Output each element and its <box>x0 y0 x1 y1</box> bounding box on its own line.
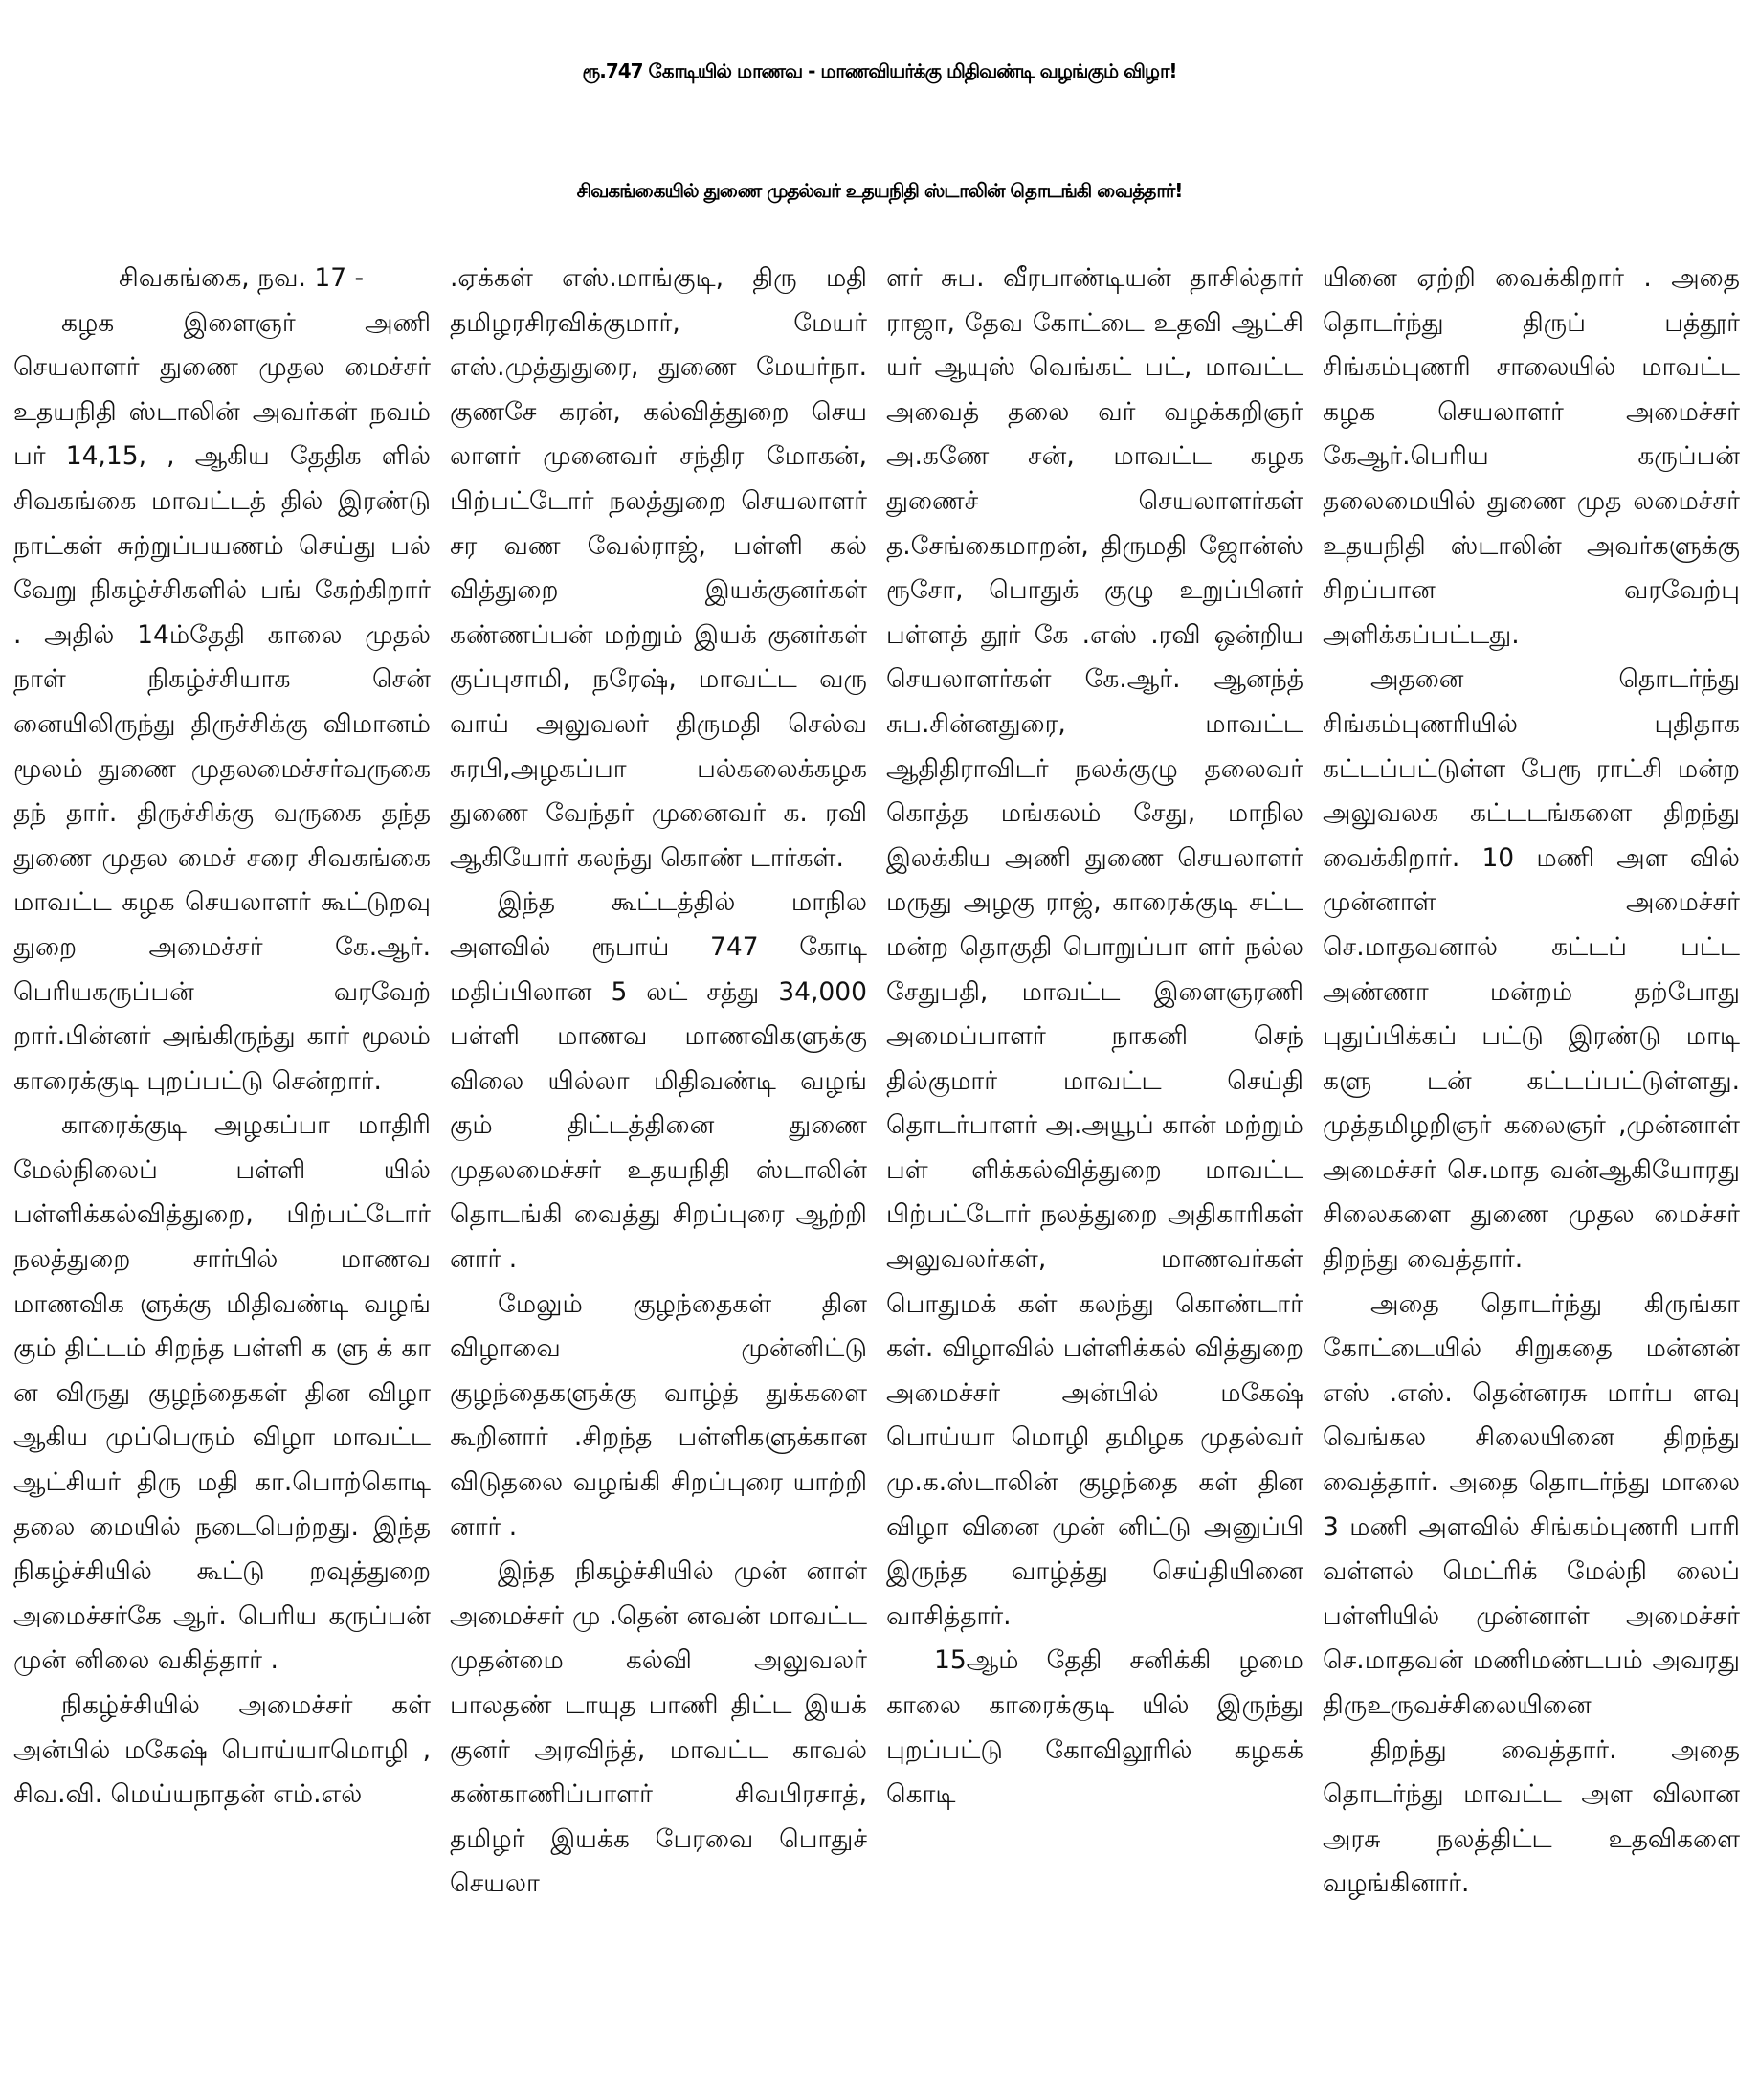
paragraph: இந்த நிகழ்ச்சியில் முன் னாள் அமைச்சர் மு .தென் னவன் மாவட்ட முதன்மை கல்வி அலுவலர் பாலதண் டாயுத பாணி திட்ட இயக் குனர் அரவிந்த், மாவட்ட காவல் கண்காணிப்பாளர் சிவபிரசாத், தமிழர் இயக்க பேரவை பொதுச் செயலா <box>450 1556 867 1899</box>
paragraph: மேலும் குழந்தைகள் தின விழாவை முன்னிட்டு குழந்தைகளுக்கு வாழ்த் துக்களை கூறினார் .சிறந்த பள்ளிகளுக்கான விடுதலை வழங்கி சிறப்புரை யாற்றி னார் . <box>450 1288 867 1542</box>
paragraph: யினை ஏற்றி வைக்கிறார் . அதை தொடர்ந்து திருப் பத்தூர் சிங்கம்புணரி சாலையில் மாவட்ட கழக செயலாளர் அமைச்சர் கேஆர்.பெரிய கருப்பன் தலைமையில் துணை முத லமைச்சர் உதயநிதி ஸ்டாலின் அவர்களுக்கு சிறப்பான வரவேற்பு அளிக்கப்பட்டது. <box>1323 263 1740 650</box>
subheadline: சிவகங்கையில் துணை முதல்வர் உதயநிதி ஸ்டாலின் தொடங்கி வைத்தார்! <box>576 178 1183 202</box>
paragraph: திறந்து வைத்தார். அதை தொடர்ந்து மாவட்ட அள விலான அரசு நலத்திட்ட உதவிகளை வழங்கினார். <box>1323 1734 1740 1899</box>
paragraph: கழக இளைஞர் அணி செயலாளர் துணை முதல மைச்சர் உதயநிதி ஸ்டாலின் அவர்கள் நவம் பர் 14,15, , ஆகிய தேதிக ளில் சிவகங்கை மாவட்டத் தில் இரண்டு நாட்கள் சுற்றுப்பயணம் செய்து பல் வேறு நிகழ்ச்சிகளில் பங் கேற்கிறார் . அதில் 14ம்தேதி காலை முதல் நாள் நிகழ்ச்சியாக சென் னையிலிருந்து திருச்சிக்கு விமானம் மூலம் துணை முதலமைச்சர்வருகை தந் தார். திருச்சிக்கு வருகை தந்த துணை முதல மைச் சரை சிவகங்கை மாவட்ட கழக செயலாளர் கூட்டுறவு துறை அமைச்சர் கே.ஆர். பெரியகருப்பன் வரவேற் றார்.பின்னர் அங்கிருந்து கார் மூலம் காரைக்குடி புறப்பட்டு சென்றார். <box>13 307 431 1096</box>
paragraph: அதை தொடர்ந்து கிருங்கா கோட்டையில் சிறுகதை மன்னன் எஸ் .எஸ். தென்னரசு மார்ப ளவு வெங்கல சிலையினை திறந்து வைத்தார். அதை தொடர்ந்து மாலை 3 மணி அளவில் சிங்கம்புணரி பாரி வள்ளல் மெட்ரிக் மேல்நி லைப் பள்ளியில் முன்னாள் அமைச்சர் செ.மாதவன் மணிமண்டபம் அவரது திருஉருவச்சிலையினை <box>1323 1288 1740 1720</box>
headline: ரூ.747 கோடியில் மாணவ - மாணவியர்க்கு மிதிவண்டி வழங்கும் விழா! <box>582 58 1177 82</box>
article-column-3 <box>880 257 1317 2094</box>
dateline: சிவகங்கை, நவ. 17 - <box>119 263 365 293</box>
article-column-1 <box>8 257 444 2094</box>
paragraph: அதனை தொடர்ந்து சிங்கம்புணரியில் புதிதாக கட்டப்பட்டுள்ள பேரூ ராட்சி மன்ற அலுவலக கட்டடங்களை திறந்து வைக்கிறார். 10 மணி அள வில் முன்னாள் அமைச்சர் செ.மாதவனால் கட்டப் பட்ட அண்ணா மன்றம் தற்போது புதுப்பிக்கப் பட்டு இரண்டு மாடி களு டன் கட்டப்பட்டுள்ளது. முத்தமிழறிஞர் கலைஞர் ,முன்னாள் அமைச்சர் செ.மாத வன்ஆகியோரது சிலைகளை துணை முதல மைச்சர் திறந்து வைத்தார். <box>1323 664 1740 1275</box>
article-body <box>8 257 1755 2094</box>
paragraph: காரைக்குடி அழகப்பா மாதிரி மேல்நிலைப் பள்ளி யில் பள்ளிக்கல்வித்துறை, பிற்பட்டோர் நலத்துறை சார்பில் மாணவ மாணவிக ளுக்கு மிதிவண்டி வழங் கும் திட்டம் சிறந்த பள்ளி க ளு க் கா ன விருது குழந்தைகள் தின விழா ஆகிய முப்பெரும் விழா மாவட்ட ஆட்சியர் திரு மதி கா.பொற்கொடி தலை மையில் நடைபெற்றது. இந்த நிகழ்ச்சியில் கூட்டு றவுத்துறை அமைச்சர்கே ஆர். பெரிய கருப்பன் முன் னிலை வகித்தார் . <box>13 1110 431 1676</box>
paragraph: .ஏக்கள் எஸ்.மாங்குடி, திரு மதி தமிழரசிரவிக்குமார், மேயர் எஸ்.முத்துதுரை, துணை மேயர்நா. குணசே கரன், கல்வித்துறை செய லாளர் முனைவர் சந்திர மோகன், பிற்பட்டோர் நலத்துறை செயலாளர் சர வண வேல்ராஜ், பள்ளி கல் வித்துறை இயக்குனர்கள் கண்ணப்பன் மற்றும் இயக் குனர்கள் குப்புசாமி, நரேஷ், மாவட்ட வரு வாய் அலுவலர் திருமதி செல்வ சுரபி,அழகப்பா பல்கலைக்கழக துணை வேந்தர் முனைவர் க. ரவி ஆகியோர் கலந்து கொண் டார்கள். <box>450 263 867 873</box>
article-column-2 <box>444 257 880 2094</box>
article-column-4 <box>1317 257 1753 2094</box>
paragraph: நிகழ்ச்சியில் அமைச்சர் கள் அன்பில் மகேஷ் பொய்யாமொழி , சிவ.வி. மெய்யநாதன் எம்.எல் <box>13 1690 431 1810</box>
paragraph: 15ஆம் தேதி சனிக்கி ழமை காலை காரைக்குடி யில் இருந்து புறப்பட்டு கோவிலூரில் கழகக் கொடி <box>886 1645 1303 1810</box>
paragraph: ளர் சுப. வீரபாண்டியன் தாசில்தார் ராஜா, தேவ கோட்டை உதவி ஆட்சி யர் ஆயுஸ் வெங்கட் பட், மாவட்ட அவைத் தலை வர் வழக்கறிஞர் அ.கணே சன், மாவட்ட கழக துணைச் செயலாளர்கள் த.சேங்கைமாறன், திருமதி ஜோன்ஸ் ரூசோ, பொதுக் குழு உறுப்பினர் பள்ளத் தூர் கே .எஸ் .ரவி ஒன்றிய செயலாளர்கள் கே.ஆர். ஆனந்த் சுப.சின்னதுரை, மாவட்ட ஆதிதிராவிடர் நலக்குழு தலைவர் கொத்த மங்கலம் சேது, மாநில இலக்கிய அணி துணை செயலாளர் மருது அழகு ராஜ், காரைக்குடி சட்ட மன்ற தொகுதி பொறுப்பா ளர் நல்ல சேதுபதி, மாவட்ட இளைஞரணி அமைப்பாளர் நாகனி செந் தில்குமார் மாவட்ட செய்தி தொடர்பாளர் அ.அயூப் கான் மற்றும் பள் ளிக்கல்வித்துறை மாவட்ட பிற்பட்டோர் நலத்துறை அதிகாரிகள் அலுவலர்கள், மாணவர்கள் பொதுமக் கள் கலந்து கொண்டார் கள். விழாவில் பள்ளிக்கல் வித்துறை அமைச்சர் அன்பில் மகேஷ் பொய்யா மொழி தமிழக முதல்வர் மு.க.ஸ்டாலின் குழந்தை கள் தின விழா வினை முன் னிட்டு அனுப்பி இருந்த வாழ்த்து செய்தியினை வாசித்தார். <box>886 263 1303 1631</box>
paragraph: இந்த கூட்டத்தில் மாநில அளவில் ரூபாய் 747 கோடி மதிப்பிலான 5 லட் சத்து 34,000 பள்ளி மாணவ மாணவிகளுக்கு விலை யில்லா மிதிவண்டி வழங் கும் திட்டத்தினை துணை முதலமைச்சர் உதயநிதி ஸ்டாலின் தொடங்கி வைத்து சிறப்புரை ஆற்றி னார் . <box>450 887 867 1275</box>
